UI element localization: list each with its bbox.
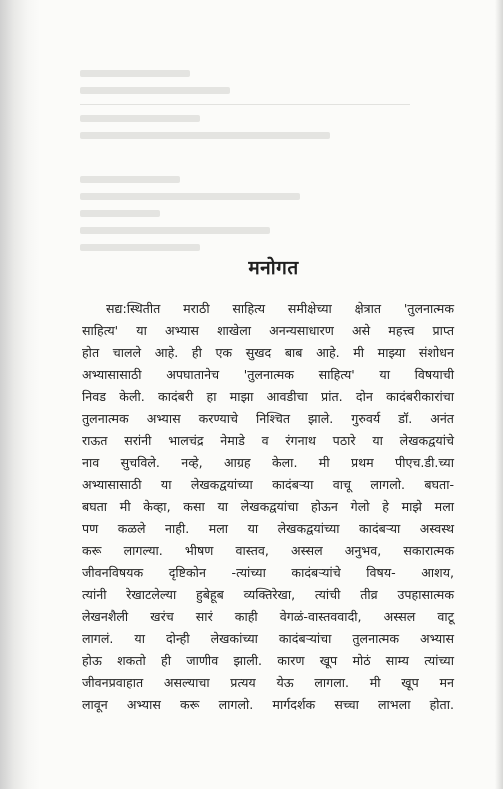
paragraph-line: निवड केली. कादंबरी हा माझा आवडीचा प्रांत. दोन कादंबरीकारांचा — [82, 389, 454, 404]
paragraph-line: सद्य:स्थितीत मराठी साहित्य समीक्षेच्या क्षेत्रात 'तुलनात्मक — [106, 301, 454, 316]
paragraph-line: तुलनात्मक अभ्यास करण्याचे निश्चित झाले. गुरुवर्य डॉ. अनंत — [82, 411, 454, 426]
page-heading: मनोगत — [248, 257, 299, 279]
paragraph-line: करू लागल्या. भीषण वास्तव, अस्सल अनुभव, सकारात्मक — [82, 543, 454, 558]
paragraph-line: पण कळले नाही. मला या लेखकद्वयांच्या कादंबऱ्या अस्वस्थ — [82, 521, 454, 536]
paragraph-line: होऊ शकतो ही जाणीव झाली. कारण खूप मोठं साम्य त्यांच्या — [82, 653, 454, 668]
paragraph-line: बघता मी केव्हा, कसा या लेखकद्वयांचा होऊन गेलो हे माझे मला — [82, 499, 454, 514]
paragraph-line: होत चालले आहे. ही एक सुखद बाब आहे. मी माझ्या संशोधन — [82, 345, 454, 360]
paragraph-line: जीवनप्रवाहात असल्याचा प्रत्यय येऊ लागला. मी खूप मन — [82, 675, 454, 690]
binding-gutter-shadow — [0, 0, 40, 789]
paragraph-line: नाव सुचविले. नव्हे, आग्रह केला. मी प्रथम पीएच.डी.च्या — [82, 455, 454, 470]
paragraph-line: जीवनविषयक दृष्टिकोन -त्यांच्या कादंबऱ्यांचे विषय- आशय, — [82, 565, 454, 580]
paragraph-line: लेखनशैली खरंच सारं काही वेगळं-वास्तववादी, अस्सल वाटू — [82, 609, 454, 624]
paragraph-line: राऊत सरांनी भालचंद्र नेमाडे व रंगनाथ पठारे या लेखकद्वयांचे — [82, 433, 454, 448]
paragraph-line: लावून अभ्यास करू लागलो. मार्गदर्शक सच्चा लाभला होता. — [82, 697, 454, 712]
paragraph-line: साहित्य' या अभ्यास शाखेला अनन्यसाधारण असे महत्त्व प्राप्त — [82, 323, 454, 338]
page-edge-shadow — [495, 0, 503, 789]
paragraph-line: अभ्यासासाठी या लेखकद्वयांच्या कादंबऱ्या वाचू लागलो. बघता- — [82, 477, 454, 492]
body-paragraph — [82, 298, 454, 716]
paragraph-line: लागलं. या दोन्ही लेखकांच्या कादंबऱ्यांचा तुलनात्मक अभ्यास — [82, 631, 454, 646]
paragraph-line: अभ्यासासाठी अपघातानेच 'तुलनात्मक साहित्य' या विषयाची — [82, 367, 454, 382]
paragraph-line: त्यांनी रेखाटलेल्या हुबेहूब व्यक्तिरेखा, त्यांची तीव्र उपहासात्मक — [82, 587, 454, 602]
